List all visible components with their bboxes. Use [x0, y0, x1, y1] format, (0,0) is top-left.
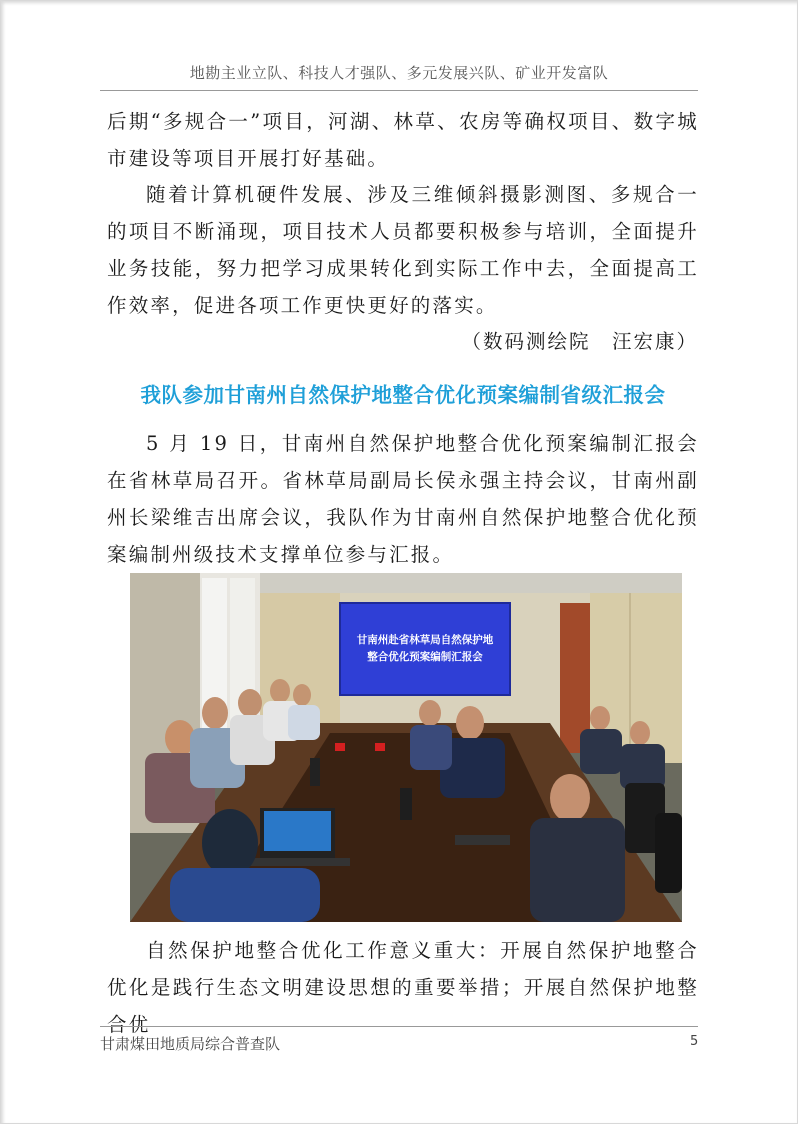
- paragraph-text: 随着计算机硬件发展、涉及三维倾斜摄影测图、多规合一的项目不断涌现，项目技术人员都要积极参与培训，全面提升业务技能，努力把学习成果转化到实际工作中去，全面提高工作效率，促进各项工作更快更好的落实。: [107, 183, 699, 317]
- footer-divider: [100, 1026, 698, 1027]
- paragraph-continuation: [107, 103, 699, 177]
- paragraph-text: 自然保护地整合优化工作意义重大：开展自然保护地整合优化是践行生态文明建设思想的重要举措；开展自然保护地整合优: [107, 939, 699, 1036]
- screen-text-line1: 甘南州赴省林草局自然保护地: [356, 634, 494, 646]
- section-title: 我队参加甘南州自然保护地整合优化预案编制省级汇报会: [140, 383, 666, 407]
- paragraph-text: 后期“多规合一”项目，河湖、林草、农房等确权项目、数字城市建设等项目开展打好基础。: [107, 110, 699, 170]
- meeting-photo: [130, 573, 682, 922]
- screen-text-line2: 整合优化预案编制汇报会: [367, 651, 483, 663]
- paragraph-meeting-intro: [107, 425, 699, 573]
- header-divider: [100, 90, 698, 91]
- page-number: 5: [690, 1034, 699, 1049]
- paragraph-text: 5 月 19 日，甘南州自然保护地整合优化预案编制汇报会在省林草局召开。省林草局副局长侯永强主持会议，甘南州副州长梁维吉出席会议，我队作为甘南州自然保护地整合优化预案编制州级技术支撑单位参与汇报。: [107, 432, 699, 566]
- footer-org-name: 甘肃煤田地质局综合普查队: [100, 1035, 281, 1053]
- page-header-motto: 地勘主业立队、科技人才强队、多元发展兴队、矿业开发富队: [189, 64, 609, 82]
- paragraph-training: [107, 176, 699, 324]
- meeting-photo-illustration: [130, 573, 682, 922]
- article-signature: （数码测绘院 汪宏康）: [461, 330, 698, 353]
